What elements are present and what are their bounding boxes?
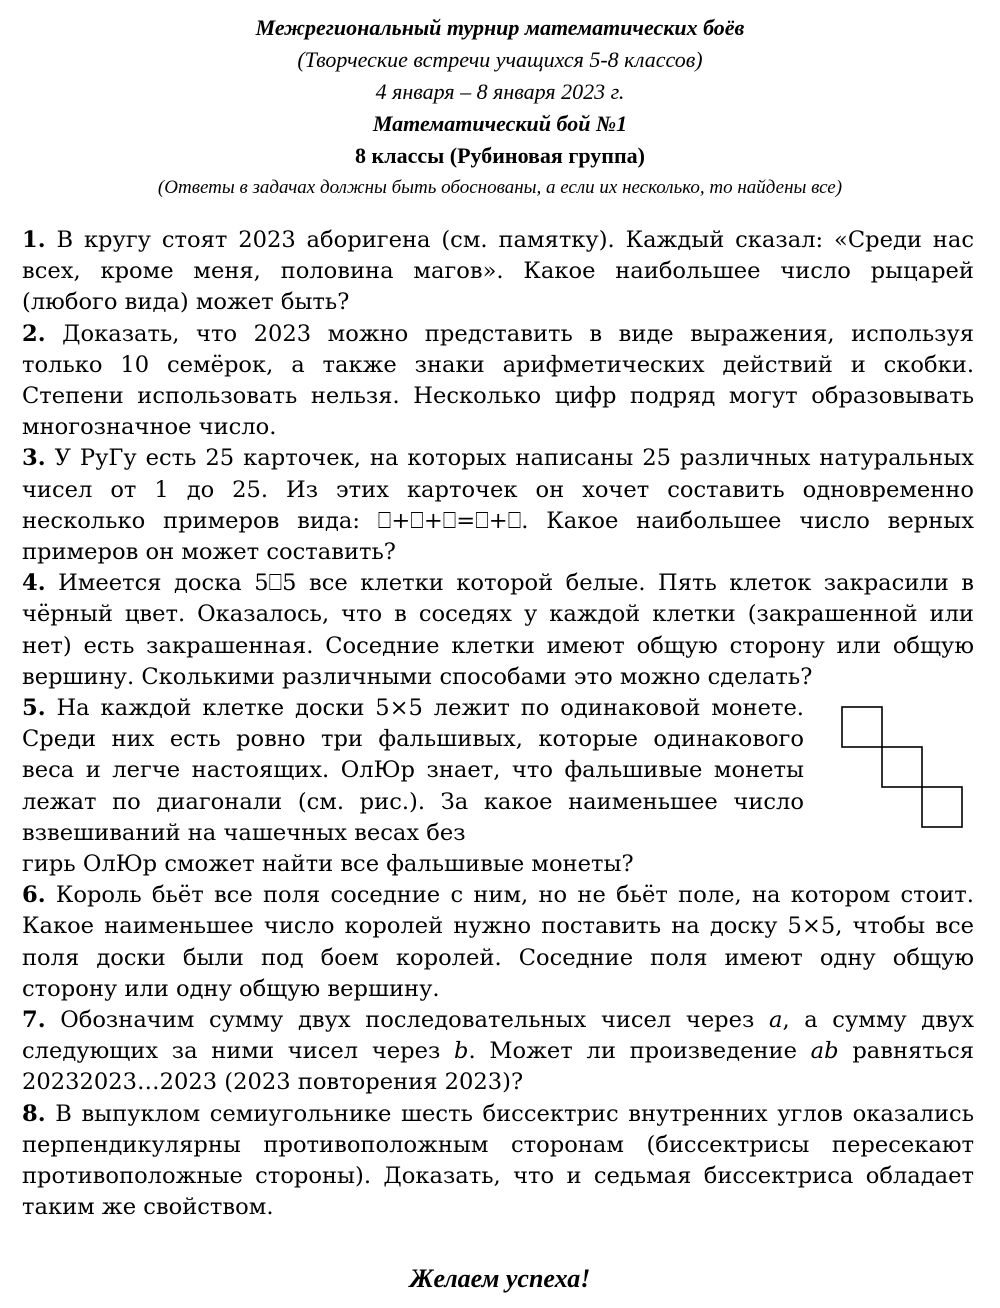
diagonal-cell-1 [842,707,882,747]
diagonal-cell-2 [882,747,922,787]
problem-text: Доказать, что 2023 можно представить в виде выражения, используя только 10 семёрок, а также знаки арифметических действий и скобки. Степени использовать нельзя. Несколько цифр подряд могут образовывать многозначное число. [22,320,974,441]
diagonal-cells-figure [838,703,968,833]
problem-text-part: . Может ли произведение [468,1038,811,1065]
problem-text: В выпуклом семиугольнике шесть биссектрис внутренних углов оказались перпендикулярны противоположным сторонам (биссектрисы пересекают противоположные стороны). Доказать, что и седьмая биссектриса обладает таким же свойством. [22,1100,974,1221]
problem-number: 4. [22,570,46,597]
problem-1 [22,225,974,319]
variable-a: a [768,1007,783,1034]
problem-8 [22,1099,974,1224]
document-header [0,12,1000,204]
problem-text: У РуГу есть 25 карточек, на которых написаны 25 различных натуральных чисел от 1 до 25. Из этих карточек он хочет составить одновременно несколько примеров вида: ⎕+⎕+⎕=⎕+⎕. Какое наибольшее число верных примеров он может составить? [22,445,974,566]
variable-b: b [454,1038,469,1065]
problem-7 [22,1005,974,1099]
problem-text: На каждой клетке доски 5×5 лежит по одинаковой монете. Среди них есть ровно три фальшивых, которые одинакового веса и легче настоящих. ОлЮр знает, что фальшивые монеты лежат по диагонали (см. рис.). За какое наименьшее число взвешиваний на чашечных весах без [22,695,804,846]
battle-title: Математический бой №1 [372,111,628,136]
problem-number: 1. [22,227,46,253]
problem-text-part: равняться 20232023…2023 (2023 повторения 2023)? [22,1038,974,1096]
tournament-subtitle: (Творческие встречи учащихся 5-8 классов) [297,47,703,72]
problem-list [22,225,974,1224]
problem-text: Имеется доска 5⎕5 все клетки которой белые. Пять клеток закрасили в чёрный цвет. Оказалось, что в соседях у каждой клетки (закрашенной или нет) есть закрашенная. Соседние клетки имеют общую сторону или общую вершину. Сколькими различными способами это можно сделать? [22,570,974,690]
problem-5-tail: гирь ОлЮр сможет найти все фальшивые монеты? [22,851,634,878]
closing-wish: Желаем успеха! [409,1264,591,1293]
problem-2 [22,319,974,444]
problem-3 [22,443,974,568]
problem-5-body [22,693,804,849]
problem-number: 6. [22,882,46,909]
problem-number: 2. [22,320,46,347]
diagonal-cell-3 [922,787,962,827]
tournament-dates: 4 января – 8 января 2023 г. [375,79,625,104]
problem-text: Король бьёт все поля соседние с ним, но не бьёт поле, на котором стоит. Какое наименьшее число королей нужно поставить на доску 5×5, чтобы все поля доски были под боем королей. Соседние поля имеют одну общую сторону или одну общую вершину. [22,882,974,1002]
variable-ab: ab [810,1038,839,1065]
group-title: 8 классы (Рубиновая группа) [355,143,645,168]
problem-6 [22,880,974,1005]
problem-text-part: Обозначим сумму двух последовательных чисел через [60,1007,769,1034]
problem-number: 8. [22,1100,46,1127]
problem-number: 5. [22,695,46,722]
tournament-title: Межрегиональный турнир математических боёв [255,15,745,40]
problem-4 [22,568,974,693]
problem-5 [22,693,974,880]
instructions-note: (Ответы в задачах должны быть обоснованы, а если их несколько, то найдены все) [157,177,843,198]
problem-number: 3. [22,445,46,472]
problem-number: 7. [22,1007,46,1034]
problem-text: В кругу стоят 2023 аборигена (см. памятку). Каждый сказал: «Среди нас всех, кроме меня, половина магов». Какое наибольшее число рыцарей (любого вида) может быть? [22,227,974,316]
problem-text-part: , а сумму двух следующих за ними чисел через [22,1007,974,1065]
